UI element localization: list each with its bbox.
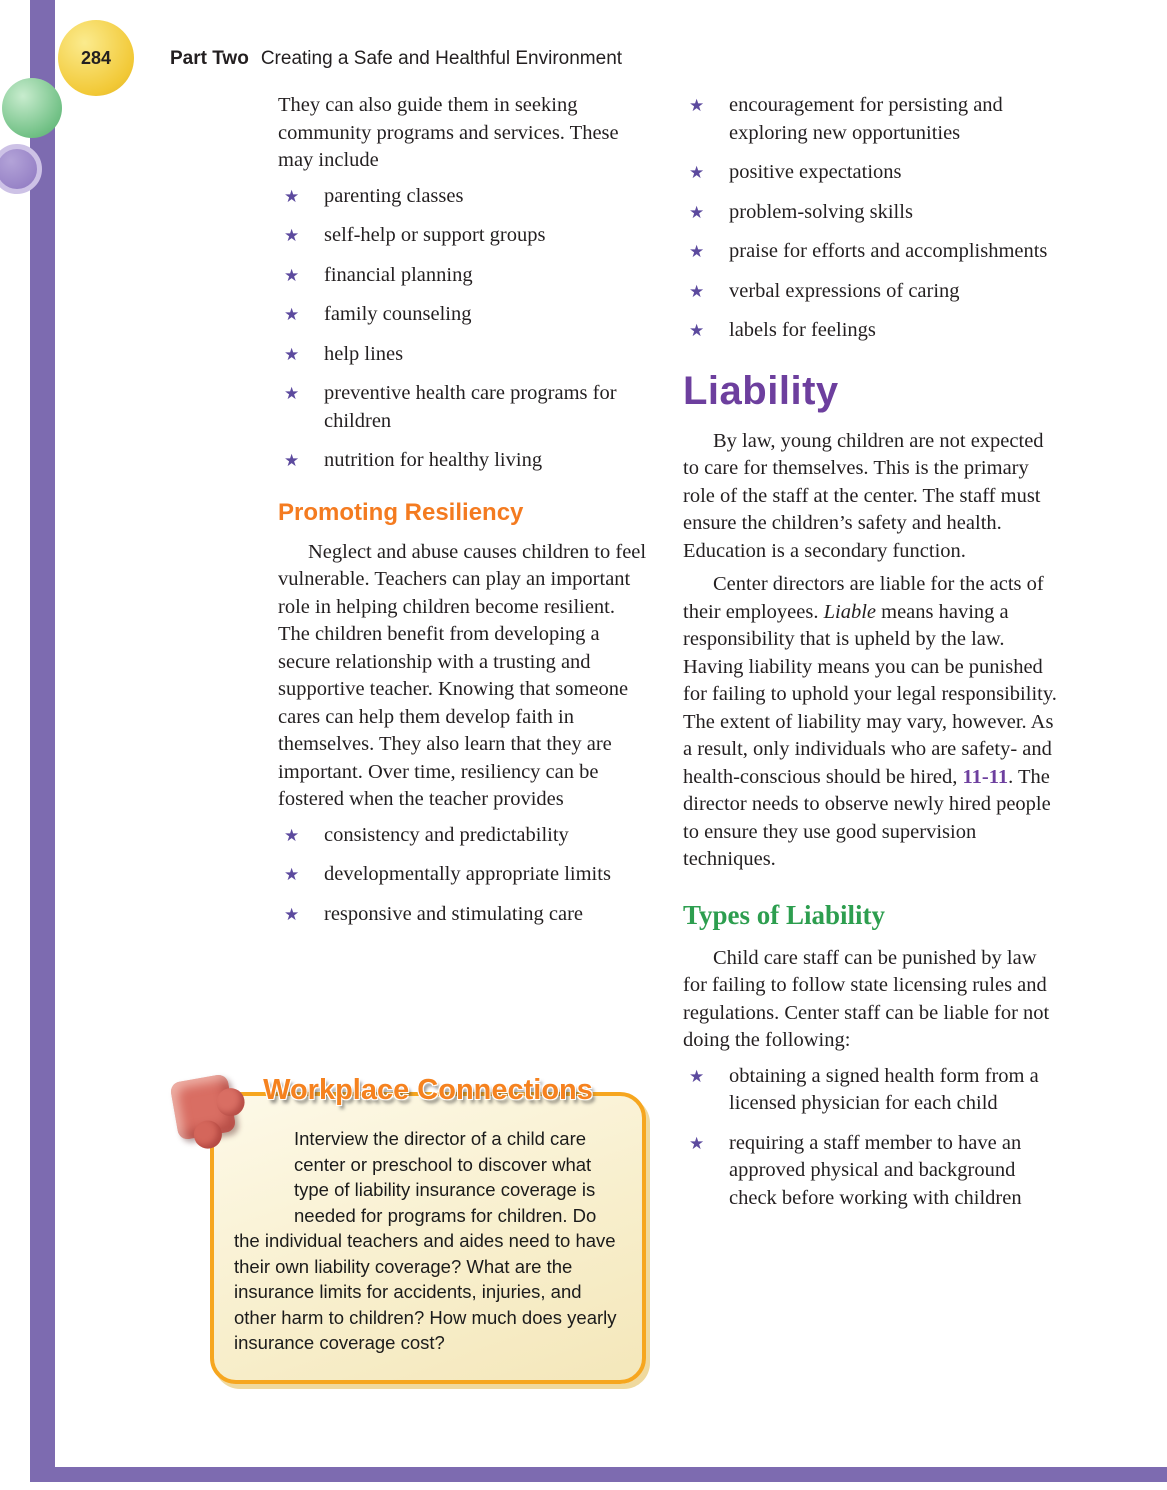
- list-item-text: requiring a staff member to have an approved physical and background check before working with children: [729, 1131, 1022, 1209]
- list-item: [683, 1130, 1061, 1213]
- list-item: [683, 159, 1061, 187]
- puzzle-text-wrap-spacer: [234, 1126, 294, 1206]
- paragraph-segment: means having a responsibility that is upheld by the law. Having liability means you can be punished for failing to uphold your legal responsibility. The extent of liability may vary, however. As a result, only individuals who are safety- and health-conscious should be hired,: [683, 600, 1057, 788]
- list-item: [683, 1063, 1061, 1118]
- star-bullet-icon: ★: [284, 265, 300, 285]
- star-bullet-icon: ★: [284, 451, 300, 470]
- figure-reference: 11-11: [962, 765, 1009, 788]
- list-item-text: problem-solving skills: [729, 200, 913, 223]
- list-item: [278, 447, 650, 475]
- star-bullet-icon: ★: [284, 186, 300, 206]
- list-item-text: self-help or support groups: [324, 224, 546, 246]
- italic-term-liable: Liable: [823, 600, 877, 623]
- list-item: [683, 238, 1061, 266]
- list-item-text: nutrition for healthy living: [324, 449, 543, 471]
- list-item-text: financial planning: [324, 263, 473, 286]
- left-border-bar: [30, 0, 55, 1482]
- list-item: [278, 183, 650, 211]
- list-item: [683, 92, 1061, 147]
- types-paragraph: Child care staff can be punished by law for failing to follow state licensing rules and regulations. Center staff can be liable for not doing the following:: [683, 946, 1050, 1051]
- list-item: [683, 278, 1061, 306]
- star-bullet-icon: ★: [284, 825, 300, 845]
- list-item-text: parenting classes: [324, 184, 464, 207]
- header-part-title: Creating a Safe and Healthful Environment: [260, 48, 623, 69]
- intro-paragraph: They can also guide them in seeking community programs and services. These may include: [278, 94, 619, 171]
- list-item-text: obtaining a signed health form from a licensed physician for each child: [729, 1064, 1039, 1114]
- page-number: 284: [80, 47, 112, 68]
- list-item-text: verbal expressions of caring: [729, 279, 960, 302]
- running-header: [170, 48, 622, 70]
- support-behaviors-list: [683, 92, 1061, 345]
- liability-requirements-list: [683, 1063, 1061, 1213]
- workplace-connections-box: [210, 1074, 646, 1384]
- community-programs-list: [278, 183, 650, 475]
- star-bullet-icon: ★: [689, 321, 705, 340]
- workplace-connections-title: Workplace Connections: [263, 1074, 593, 1106]
- liability-paragraph-2: [683, 571, 1061, 874]
- list-item-text: help lines: [324, 342, 404, 365]
- list-item-text: praise for efforts and accomplishments: [729, 240, 1048, 262]
- resiliency-paragraph: Neglect and abuse causes children to feel vulnerable. Teachers can play an important role in helping children become resilient. The children benefit from developing a secure relationship with a trusting and supportive teacher. Knowing that someone cares can help them develop faith in themselves. They also learn that they are important. Over time, resiliency can be fostered when the teacher provides: [278, 540, 647, 810]
- left-column: [278, 92, 650, 942]
- list-item: [278, 861, 650, 889]
- star-bullet-icon: ★: [689, 163, 705, 182]
- list-item: [683, 317, 1061, 345]
- star-bullet-icon: ★: [284, 904, 300, 924]
- paragraph-segment: . The director needs to observe newly hired people to ensure they use good supervision techniques.: [683, 765, 1051, 870]
- star-bullet-icon: ★: [284, 865, 300, 884]
- list-item: [683, 199, 1061, 227]
- liability-paragraph-1: By law, young children are not expected to care for themselves. This is the primary role of the staff at the center. The staff must ensure the children’s safety and health. Education is a secondary function.: [683, 429, 1044, 562]
- star-bullet-icon: ★: [689, 202, 705, 222]
- section-heading-promoting-resiliency: Promoting Resiliency: [278, 498, 524, 526]
- green-circle-decoration: [2, 78, 62, 138]
- list-item-text: labels for feelings: [729, 319, 876, 341]
- star-bullet-icon: ★: [284, 305, 300, 324]
- list-item: [278, 380, 650, 435]
- star-bullet-icon: ★: [689, 96, 705, 115]
- paragraph-segment: Center directors are liable for the acts of their employees.: [683, 573, 1044, 623]
- list-item-text: responsive and stimulating care: [324, 902, 584, 925]
- chapter-heading-liability: Liability: [683, 368, 839, 413]
- star-bullet-icon: ★: [689, 1066, 705, 1086]
- list-item: [278, 822, 650, 850]
- list-item-text: consistency and predictability: [324, 823, 569, 846]
- list-item-text: family counseling: [324, 303, 472, 325]
- list-item: [278, 901, 650, 929]
- list-item-text: developmentally appropriate limits: [324, 863, 611, 885]
- right-column: [683, 92, 1061, 1226]
- list-item-text: encouragement for persisting and exploring new opportunities: [729, 94, 1003, 144]
- list-item: [278, 341, 650, 369]
- section-heading-types-of-liability: Types of Liability: [683, 899, 886, 930]
- star-bullet-icon: ★: [284, 344, 300, 364]
- star-bullet-icon: ★: [284, 226, 300, 245]
- list-item-text: positive expectations: [729, 161, 902, 183]
- page-number-badge: [58, 20, 134, 96]
- list-item: [278, 222, 650, 250]
- resiliency-list: [278, 822, 650, 929]
- star-bullet-icon: ★: [689, 242, 705, 261]
- star-bullet-icon: ★: [689, 281, 705, 301]
- list-item: [278, 301, 650, 329]
- star-bullet-icon: ★: [689, 1133, 705, 1153]
- header-part-label: Part Two: [170, 48, 249, 69]
- list-item: [278, 262, 650, 290]
- list-item-text: preventive health care programs for children: [324, 382, 617, 432]
- workplace-connections-body: Interview the director of a child care center or preschool to discover what type of liability insurance coverage is needed for programs for children. Do the individual teachers and aides need to have their own liability coverage? What are the insurance limits for accidents, injuries, and other harm to children? How much does yearly insurance coverage cost?: [234, 1128, 617, 1353]
- star-bullet-icon: ★: [284, 384, 300, 403]
- bottom-border-bar: [30, 1467, 1167, 1482]
